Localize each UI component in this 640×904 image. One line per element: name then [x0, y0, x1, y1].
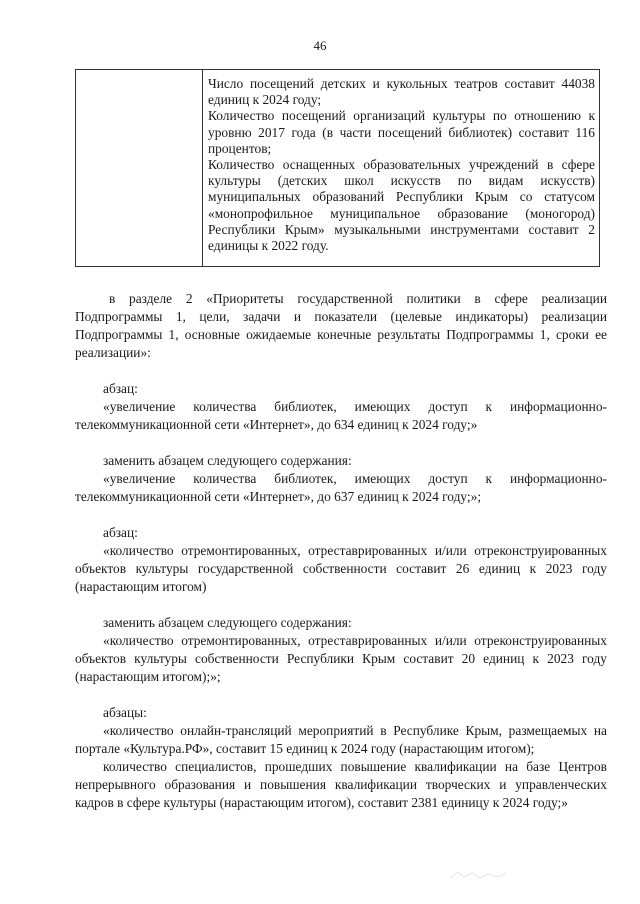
block-text: «количество онлайн-трансляций мероприятий в Республике Крым, размещаемых на портале «Культура.РФ», составит 15 единиц к 2024 году (нарастающим итогом);	[75, 723, 607, 756]
block-text: «количество отремонтированных, отреставрированных и/или отреконструированных объектов культуры государственной собственности составит 26 единиц к 2023 году (нарастающим итогом)	[75, 543, 607, 594]
block-text: «увеличение количества библиотек, имеющих доступ к информационно-телекоммуникационной сети «Интернет», до 634 единиц к 2024 году;»	[75, 399, 607, 432]
table-paragraph: Число посещений детских и кукольных театров составит 44038 единиц к 2024 году;	[208, 76, 595, 108]
block-label: заменить абзацем следующего содержания:	[103, 453, 352, 468]
document-body	[75, 290, 607, 812]
document-table	[75, 69, 600, 267]
block-label: абзац:	[103, 381, 138, 396]
block-label: абзацы:	[103, 705, 147, 720]
scan-artifact-mark	[448, 868, 508, 882]
block-text: «количество отремонтированных, отреставрированных и/или отреконструированных объектов культуры собственности Республики Крым составит 20 единиц к 2023 году (нарастающим итогом);»;	[75, 633, 607, 684]
page-number: 46	[313, 38, 327, 53]
table-paragraph: Количество посещений организаций культуры по отношению к уровню 2017 года (в части посещений библиотек) составит 116 процентов;	[208, 108, 595, 156]
block-label: абзац:	[103, 525, 138, 540]
table-cell-left	[76, 70, 203, 266]
intro-paragraph: в разделе 2 «Приоритеты государственной политики в сфере реализации Подпрограммы 1, цели, задачи и показатели (целевые индикаторы) реализации Подпрограммы 1, основные ожидаемые конечные результаты Подпрограммы 1, сроки ее реализации»:	[75, 291, 607, 360]
table-paragraph: Количество оснащенных образовательных учреждений в сфере культуры (детских школ искусств по видам искусств) муниципальных образований Республики Крым со статусом «монопрофильное муниципальное образование (моногород) Республики Крым» музыкальными инструментами составит 2 единицы к 2022 году.	[208, 157, 595, 254]
block-text: «увеличение количества библиотек, имеющих доступ к информационно-телекоммуникационной сети «Интернет», до 637 единиц к 2024 году;»;	[75, 471, 607, 504]
block-text: количество специалистов, прошедших повышение квалификации на базе Центров непрерывного образования и повышения квалификации творческих и управленческих кадров в сфере культуры (нарастающим итогом), составит 2381 единицу к 2024 году;»	[75, 759, 607, 810]
block-label: заменить абзацем следующего содержания:	[103, 615, 352, 630]
table-cell-right	[203, 70, 599, 266]
